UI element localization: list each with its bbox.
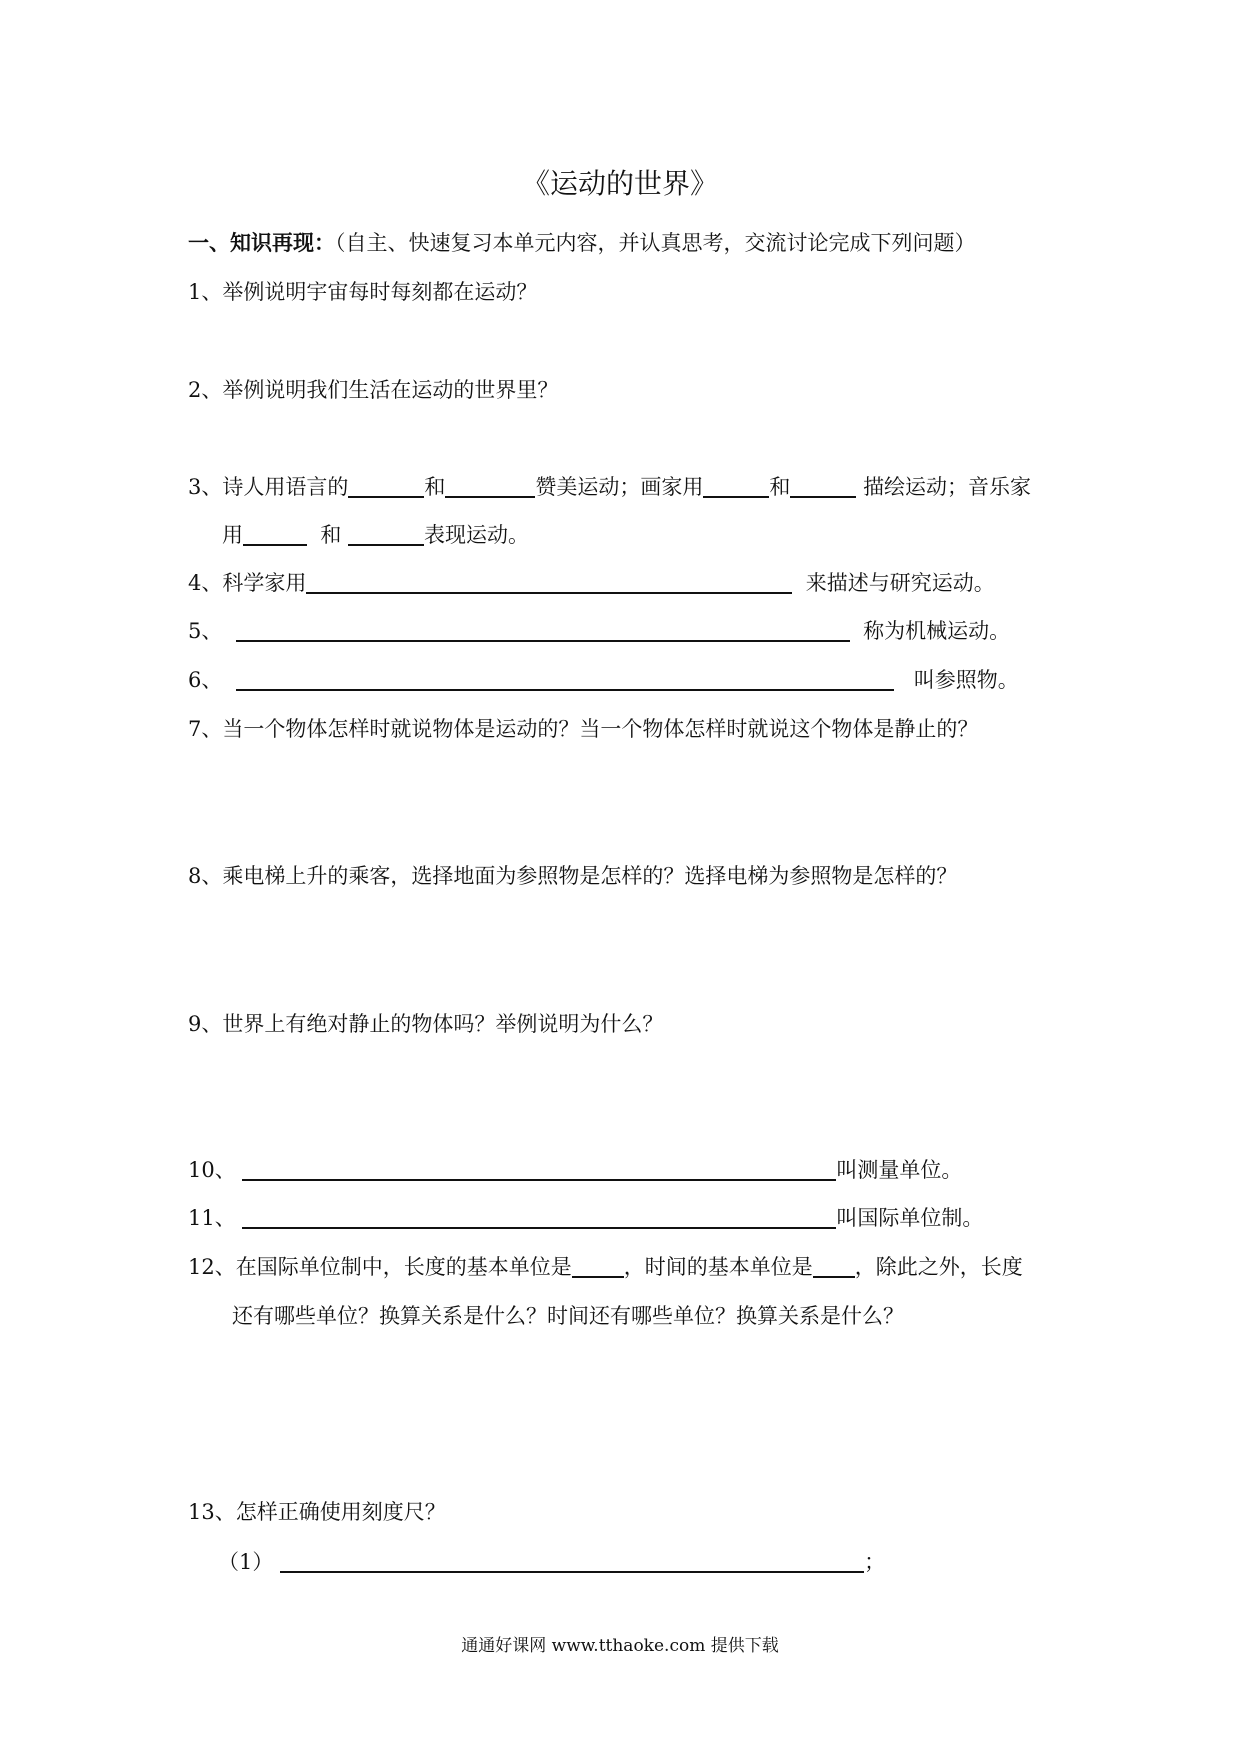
question-3-text-a: 诗人用语言的 [222, 475, 349, 499]
question-12-line-1 [188, 1253, 1023, 1281]
question-3-text-f: 用 [222, 523, 243, 547]
answer-blank[interactable] [242, 1205, 836, 1229]
question-5-text: 称为机械运动。 [863, 619, 1011, 643]
question-11 [188, 1204, 983, 1232]
answer-blank[interactable] [243, 522, 307, 546]
question-3-line-1 [188, 473, 1031, 501]
answer-blank[interactable] [280, 1549, 864, 1573]
question-10-number: 10、 [188, 1158, 236, 1182]
question-13-part-1-number: （1） [218, 1550, 274, 1574]
question-3-text-g: 和 [320, 523, 342, 547]
section-heading-line [188, 229, 976, 257]
answer-blank[interactable] [703, 474, 769, 498]
question-12-line-2: 还有哪些单位？换算关系是什么？时间还有哪些单位？换算关系是什么？ [232, 1304, 904, 1328]
question-5-number: 5、 [188, 619, 223, 643]
question-6-text: 叫参照物。 [913, 668, 1019, 692]
question-3-text-h: 表现运动。 [424, 523, 530, 547]
question-11-number: 11、 [188, 1206, 236, 1230]
question-12-text-a: 在国际单位制中，长度的基本单位是 [235, 1255, 572, 1279]
question-11-text: 叫国际单位制。 [836, 1206, 984, 1230]
question-8: 8、乘电梯上升的乘客，选择地面为参照物是怎样的？选择电梯为参照物是怎样的？ [188, 864, 958, 888]
question-3-line-2 [222, 521, 529, 549]
question-3-number: 3、 [188, 475, 223, 499]
question-3-text-d: 和 [769, 475, 791, 499]
question-12-text-b: ，时间的基本单位是 [623, 1255, 813, 1279]
answer-blank[interactable] [236, 618, 850, 642]
question-3-text-c: 赞美运动；画家用 [535, 475, 704, 499]
answer-blank[interactable] [242, 1157, 836, 1181]
question-13-part-1-end: ； [864, 1550, 886, 1574]
question-13: 13、怎样正确使用刻度尺？ [188, 1500, 446, 1524]
question-10-text: 叫测量单位。 [836, 1158, 963, 1182]
section-heading: 一、知识再现： [188, 230, 335, 255]
section-note: （自主、快速复习本单元内容，并认真思考，交流讨论完成下列问题） [335, 231, 976, 255]
question-1: 1、举例说明宇宙每时每刻都在运动？ [188, 280, 538, 304]
answer-blank[interactable] [236, 667, 894, 691]
question-2: 2、举例说明我们生活在运动的世界里？ [188, 378, 559, 402]
answer-blank[interactable] [572, 1254, 624, 1278]
answer-blank[interactable] [348, 522, 424, 546]
question-12-number: 12、 [188, 1255, 236, 1279]
footer-source: 通通好课网 www.tthaoke.com 提供下载 [461, 1636, 779, 1656]
question-12-text-c: ，除此之外，长度 [854, 1255, 1023, 1279]
answer-blank[interactable] [306, 570, 792, 594]
answer-blank[interactable] [813, 1254, 855, 1278]
question-9: 9、世界上有绝对静止的物体吗？举例说明为什么？ [188, 1012, 664, 1036]
question-6 [188, 666, 1019, 694]
question-4-text-a: 4、科学家用 [188, 571, 307, 595]
question-3-text-b: 和 [424, 475, 446, 499]
question-5 [188, 617, 1010, 645]
question-6-number: 6、 [188, 668, 223, 692]
answer-blank[interactable] [790, 474, 856, 498]
question-10 [188, 1156, 962, 1184]
answer-blank[interactable] [445, 474, 535, 498]
question-7: 7、当一个物体怎样时就说物体是运动的？当一个物体怎样时就说这个物体是静止的？ [188, 717, 979, 741]
question-3-text-e: 描绘运动；音乐家 [863, 475, 1032, 499]
answer-blank[interactable] [348, 474, 424, 498]
question-13-part-1 [218, 1548, 885, 1576]
question-4-text-b: 来描述与研究运动。 [805, 571, 995, 595]
page-title: 《运动的世界》 [521, 167, 718, 200]
question-4 [188, 569, 995, 597]
